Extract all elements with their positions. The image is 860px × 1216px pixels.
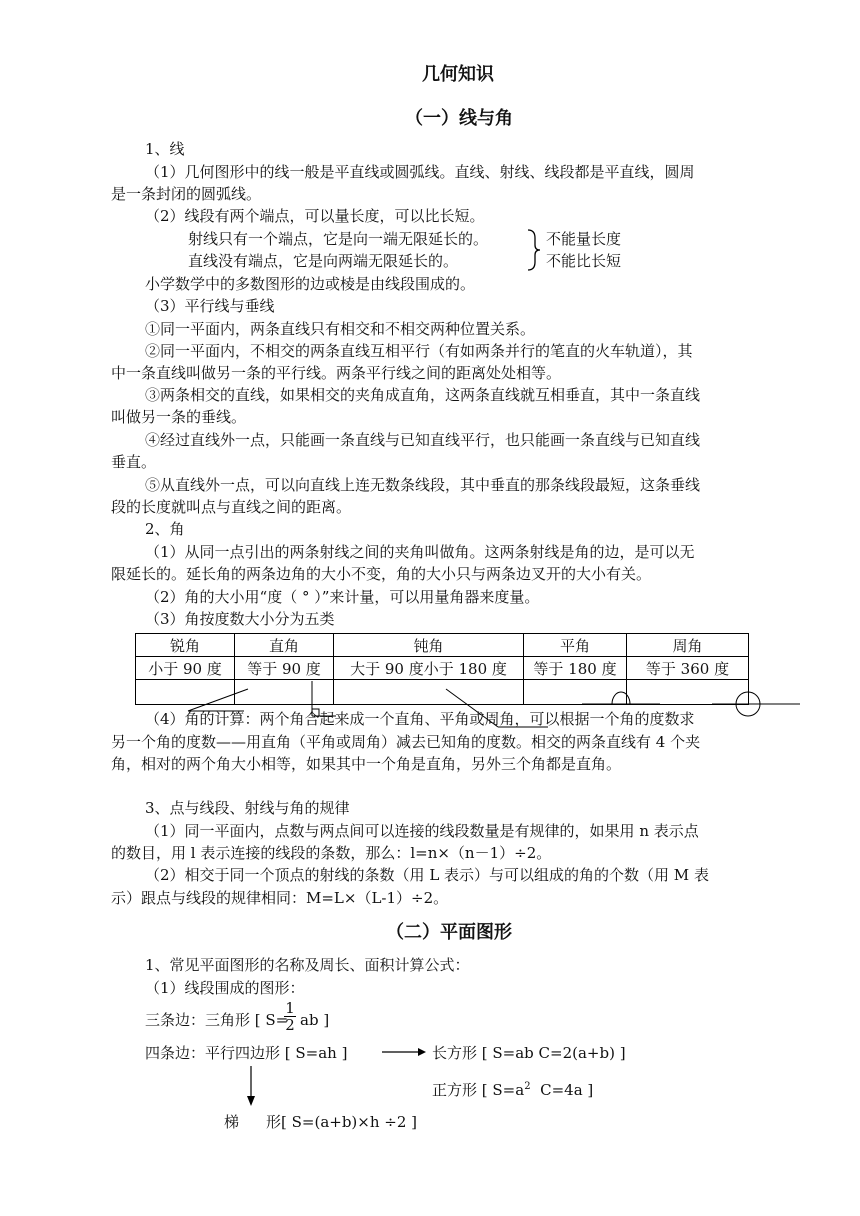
table-cell: 等于 360 度 [627,657,749,680]
brace-note: 不能量长度 [546,230,622,248]
table-cell: 等于 90 度 [235,657,334,680]
paragraph: 中一条直线叫做另一条的平行线。两条平行线之间的距离处处相等。 [111,364,562,382]
paragraph: 叫做另一条的垂线。 [111,408,247,426]
table-header-cell: 周角 [627,634,749,657]
paragraph: ①同一平面内，两条直线只有相交和不相交两种位置关系。 [145,320,536,338]
paragraph: 的数目，用 l 表示连接的线段的条数，那么：l=n×（n－1）÷2。 [111,844,552,862]
paragraph: （1）线段围成的图形： [145,979,305,997]
paragraph: 小学数学中的多数图形的边或棱是由线段围成的。 [145,275,476,293]
table-header-cell: 平角 [524,634,627,657]
page-title: 几何知识 [422,64,494,85]
paragraph: （1）从同一点引出的两条射线之间的夹角叫做角。这两条射线是角的边，是可以无 [145,543,695,561]
subsection-label-lines: 1、线 [145,140,185,158]
rectangle-formula: 长方形 [ S=ab C=2(a+b) ] [432,1044,626,1062]
paragraph: ④经过直线外一点，只能画一条直线与已知直线平行，也只能画一条直线与已知直线 [145,431,701,449]
table-cell: 等于 180 度 [524,657,627,680]
paragraph: （1）同一平面内，点数与两点间可以连接的线段数量是有规律的，如果用 n 表示点 [145,822,699,840]
paragraph: （2）相交于同一个顶点的射线的条数（用 L 表示）与可以组成的角的个数（用 M 表 [145,866,709,884]
triangle-formula-prefix: 三条边：三角形 [ S= [145,1011,289,1029]
full-angle-icon [712,692,800,716]
square-formula [432,1076,593,1101]
section-heading-plane-figures: （二）平面图形 [386,922,512,943]
paragraph: （1）几何图形中的线一般是平直线或圆弧线。直线、射线、线段都是平直线，圆周 [145,163,695,181]
paragraph: 直线没有端点，它是向两端无限延长的。 [188,252,459,270]
paragraph: （2）角的大小用“度（ ° ）”来计量，可以用量角器来度量。 [145,588,540,606]
paragraph: 示）跟点与线段的规律相同：M=L×（L-1）÷2。 [111,889,449,907]
fraction-numerator: 1 [285,999,295,1017]
paragraph: （3）角按度数大小分为五类 [145,610,335,628]
paragraph: 是一条封闭的圆弧线。 [111,185,262,203]
paragraph: ⑤从直线外一点，可以向直线上连无数条线段，其中垂直的那条线段最短，这条垂线 [145,476,701,494]
table-header-cell: 钝角 [334,634,524,657]
square-formula-text: 正方形 [ S=a [432,1081,525,1099]
straight-angle-icon [582,692,660,704]
paragraph: ②同一平面内，不相交的两条直线互相平行（有如两条并行的笔直的火车轨道），其 [145,342,693,360]
arrow-right-icon [380,1046,428,1058]
paragraph: （3）平行线与垂线 [145,297,275,315]
paragraph: ③两条相交的直线，如果相交的夹角成直角，这两条直线就互相垂直，其中一条直线 [145,386,701,404]
table-cell: 小于 90 度 [136,657,235,680]
subsection-label-angles: 2、角 [145,520,185,538]
square-exponent: 2 [524,1081,531,1092]
brace-note: 不能比长短 [546,252,622,270]
arrow-down-icon [245,1064,257,1108]
trapezoid-formula: 形[ S=(a+b)×h ÷2 ] [266,1113,418,1131]
paragraph: 限延长的。延长角的两条边角的大小不变，角的大小只与两条边叉开的大小有关。 [111,565,652,583]
section-heading-lines-angles: （一）线与角 [405,108,513,129]
paragraph: （4）角的计算：两个角合起来成一个直角、平角或周角，可以根据一个角的度数求 [145,710,695,728]
parallelogram-formula: 四条边：平行四边形 [ S=ah ] [145,1044,348,1062]
paragraph: 角，相对的两个角大小相等，如果其中一个角是直角，另外三个角都是直角。 [111,755,622,773]
fraction-one-half [284,1000,296,1033]
trapezoid-label: 梯 [224,1113,240,1131]
paragraph: 射线只有一个端点，它是向一端无限延长的。 [188,230,489,248]
paragraph: （2）线段有两个端点，可以量长度，可以比长短。 [145,207,485,225]
table-cell: 大于 90 度小于 180 度 [334,657,524,680]
paragraph: 垂直。 [111,453,157,471]
paragraph: 另一个角的度数——用直角（平角或周角）减去已知角的度数。相交的两条直线有 4 个夹 [111,733,701,751]
table-header-cell: 锐角 [136,634,235,657]
triangle-formula-suffix: ab ] [300,1011,330,1029]
subsection-label-rules: 3、点与线段、射线与角的规律 [145,799,350,817]
table-header-cell: 直角 [235,634,334,657]
square-formula-text: C=4a ] [530,1081,594,1099]
paragraph: 段的长度就叫点与直线之间的距离。 [111,498,352,516]
fraction-denominator: 2 [285,1016,295,1034]
paragraph: 1、常见平面图形的名称及周长、面积计算公式： [145,956,470,974]
